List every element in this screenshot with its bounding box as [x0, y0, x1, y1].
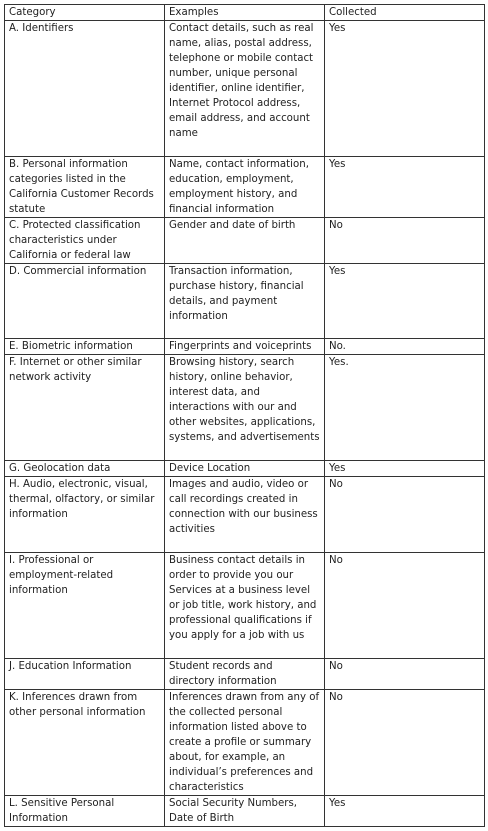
row-examples: Contact details, such as real name, alias, postal address, telephone or mobile contact number, unique personal identifier, online identifier, Internet Protocol address, email address, and account name: [165, 21, 325, 157]
row-examples: Fingerprints and voiceprints: [165, 339, 325, 355]
row-collected: Yes: [325, 461, 485, 477]
row-examples: Business contact details in order to provide you our Services at a business level or job title, work history, and professional qualifications if you apply for a job with us: [165, 553, 325, 659]
row-category: J. Education Information: [5, 659, 165, 690]
row-category: C. Protected classification characteristics under California or federal law: [5, 218, 165, 264]
row-examples: Images and audio, video or call recordings created in connection with our business activities: [165, 477, 325, 553]
row-category: A. Identifiers: [5, 21, 165, 157]
table-row: [5, 553, 485, 659]
row-collected: No: [325, 477, 485, 553]
row-category: K. Inferences drawn from other personal information: [5, 690, 165, 796]
row-collected: Yes: [325, 264, 485, 339]
row-collected: No: [325, 553, 485, 659]
row-collected: Yes: [325, 157, 485, 218]
table-row: [5, 690, 485, 796]
row-collected: No: [325, 218, 485, 264]
row-collected: No: [325, 690, 485, 796]
row-category: H. Audio, electronic, visual, thermal, olfactory, or similar information: [5, 477, 165, 553]
table-row: [5, 157, 485, 218]
table-row: [5, 461, 485, 477]
row-examples: Device Location: [165, 461, 325, 477]
row-category: L. Sensitive Personal Information: [5, 796, 165, 827]
table-row: [5, 339, 485, 355]
row-collected: Yes.: [325, 355, 485, 461]
row-category: D. Commercial information: [5, 264, 165, 339]
row-category: I. Professional or employment-related information: [5, 553, 165, 659]
row-collected: Yes: [325, 21, 485, 157]
row-category: F. Internet or other similar network activity: [5, 355, 165, 461]
row-examples: Social Security Numbers, Date of Birth: [165, 796, 325, 827]
table-row: [5, 264, 485, 339]
table-row: [5, 21, 485, 157]
header-category: Category: [5, 5, 165, 21]
row-examples: Gender and date of birth: [165, 218, 325, 264]
table-row: [5, 218, 485, 264]
row-examples: Transaction information, purchase history, financial details, and payment information: [165, 264, 325, 339]
row-examples: Inferences drawn from any of the collected personal information listed above to create a profile or summary about, for example, an individual’s preferences and characteristics: [165, 690, 325, 796]
row-examples: Name, contact information, education, employment, employment history, and financial information: [165, 157, 325, 218]
row-collected: No: [325, 659, 485, 690]
row-category: E. Biometric information: [5, 339, 165, 355]
row-examples: Browsing history, search history, online behavior, interest data, and interactions with our and other websites, applications, systems, and advertisements: [165, 355, 325, 461]
row-examples: Student records and directory information: [165, 659, 325, 690]
header-examples: Examples: [165, 5, 325, 21]
personal-information-table: [4, 4, 485, 827]
header-collected: Collected: [325, 5, 485, 21]
row-category: B. Personal information categories listed in the California Customer Records statute: [5, 157, 165, 218]
table-header-row: [5, 5, 485, 21]
row-collected: No.: [325, 339, 485, 355]
row-category: G. Geolocation data: [5, 461, 165, 477]
table-row: [5, 477, 485, 553]
table-row: [5, 355, 485, 461]
table-row: [5, 796, 485, 827]
table-row: [5, 659, 485, 690]
row-collected: Yes: [325, 796, 485, 827]
